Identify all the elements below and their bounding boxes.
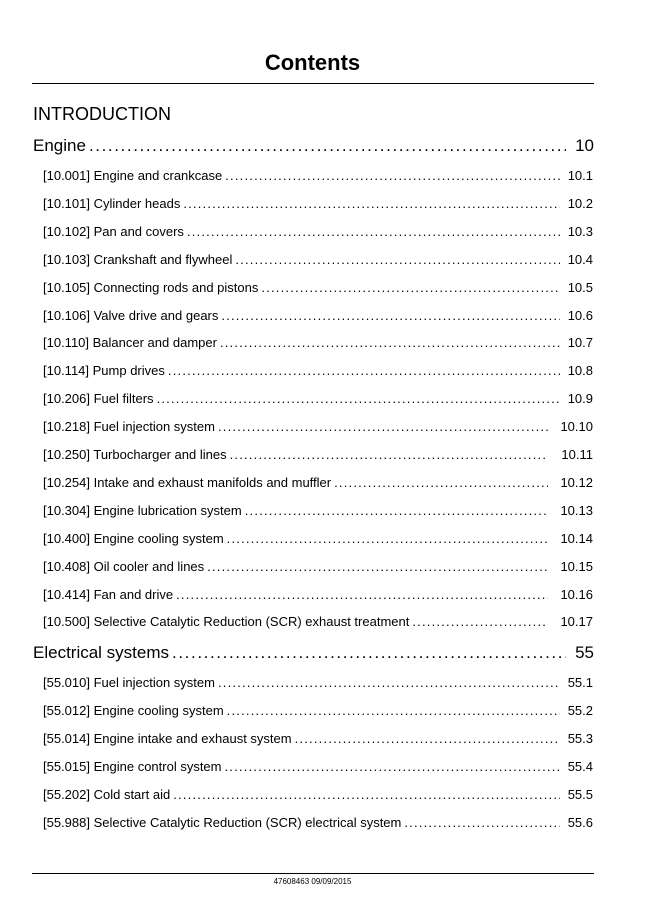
toc-section-label: [10.110] Balancer and damper	[43, 335, 217, 350]
dot-leader	[168, 363, 560, 378]
dot-leader	[227, 703, 560, 718]
toc-section-page: 10.13	[560, 503, 593, 518]
dot-leader	[89, 136, 566, 156]
dot-leader	[412, 614, 548, 629]
dot-leader	[172, 643, 566, 663]
dot-leader	[176, 587, 548, 602]
toc-section[interactable]	[43, 703, 593, 720]
toc-section[interactable]	[43, 224, 593, 241]
toc-section-label: [55.010] Fuel injection system	[43, 675, 215, 690]
dot-leader	[218, 675, 560, 690]
toc-section[interactable]	[43, 419, 593, 436]
toc-section-label: [10.408] Oil cooler and lines	[43, 559, 205, 574]
toc-section[interactable]	[43, 280, 593, 297]
dot-leader	[220, 335, 560, 350]
toc-section[interactable]	[43, 787, 593, 804]
page-title: Contents	[264, 50, 361, 75]
dot-leader	[225, 168, 560, 183]
dot-leader	[295, 731, 560, 746]
toc-section-label: [10.254] Intake and exhaust manifolds and muffler	[43, 475, 332, 490]
toc-section-page: 10.15	[560, 559, 593, 574]
toc-section-page: 55.5	[567, 787, 593, 802]
toc-section[interactable]	[43, 759, 593, 776]
toc-section-page: 10.2	[567, 196, 593, 211]
toc-section[interactable]	[43, 587, 593, 604]
dot-leader	[230, 447, 548, 462]
toc-section[interactable]	[43, 363, 593, 380]
toc-section[interactable]	[43, 503, 593, 520]
toc-section-page: 10.6	[567, 308, 593, 323]
toc-section-page: 10.14	[560, 531, 593, 546]
dot-leader	[221, 308, 560, 323]
footer-doc-id: 47608463 09/09/2015	[273, 877, 352, 886]
toc-section-label: [10.001] Engine and crankcase	[43, 168, 223, 183]
dot-leader	[218, 419, 548, 434]
dot-leader	[404, 815, 560, 830]
title-rule	[32, 83, 594, 84]
toc-section-label: [10.102] Pan and covers	[43, 224, 184, 239]
toc-chapter-page: 10	[575, 136, 594, 155]
toc-chapter-label: Electrical systems	[33, 643, 170, 662]
dot-leader	[245, 503, 548, 518]
toc-section-page: 10.4	[567, 252, 593, 267]
toc-section[interactable]	[43, 308, 593, 325]
toc-section-page: 55.4	[567, 759, 593, 774]
toc-section-page: 10.1	[567, 168, 593, 183]
intro-heading: INTRODUCTION	[33, 104, 171, 124]
dot-leader	[157, 391, 560, 406]
dot-leader	[173, 787, 560, 802]
toc-section[interactable]	[43, 252, 593, 269]
toc-section-label: [10.206] Fuel filters	[43, 391, 154, 406]
toc-section[interactable]	[43, 675, 593, 692]
dot-leader	[187, 224, 560, 239]
toc-section-page: 10.8	[567, 363, 593, 378]
toc-section-label: [10.114] Pump drives	[43, 363, 165, 378]
toc-section-label: [55.015] Engine control system	[43, 759, 222, 774]
dot-leader	[227, 531, 548, 546]
dot-leader	[334, 475, 548, 490]
dot-leader	[261, 280, 560, 295]
dot-leader	[207, 559, 548, 574]
toc-section-page: 55.1	[567, 675, 593, 690]
toc-section[interactable]	[43, 335, 593, 352]
toc-section-label: [55.202] Cold start aid	[43, 787, 171, 802]
toc-section[interactable]	[43, 531, 593, 548]
toc-section-label: [55.988] Selective Catalytic Reduction (SCR) electrical system	[43, 815, 402, 830]
toc-chapter-label: Engine	[33, 136, 86, 155]
toc-section-page: 10.3	[567, 224, 593, 239]
toc-section-label: [10.250] Turbocharger and lines	[43, 447, 227, 462]
toc-section[interactable]	[43, 447, 593, 464]
footer-rule	[32, 873, 594, 874]
toc-section-page: 10.16	[560, 587, 593, 602]
toc-section[interactable]	[43, 196, 593, 213]
toc-section-page: 10.9	[567, 391, 593, 406]
toc-section[interactable]	[43, 168, 593, 185]
dot-leader	[183, 196, 560, 211]
toc-section-page: 10.12	[560, 475, 593, 490]
toc-section-page: 10.17	[560, 614, 593, 629]
toc-section-page: 55.6	[567, 815, 593, 830]
toc-chapter[interactable]	[33, 643, 594, 665]
toc-section-label: [10.101] Cylinder heads	[43, 196, 181, 211]
toc-section[interactable]	[43, 391, 593, 408]
toc-chapter-page: 55	[575, 643, 594, 662]
toc-section-label: [10.103] Crankshaft and flywheel	[43, 252, 233, 267]
toc-section-page: 10.10	[560, 419, 593, 434]
toc-section[interactable]	[43, 731, 593, 748]
toc-section-label: [10.304] Engine lubrication system	[43, 503, 242, 518]
toc-section[interactable]	[43, 614, 593, 631]
toc-section-label: [55.014] Engine intake and exhaust system	[43, 731, 292, 746]
toc-chapter[interactable]	[33, 136, 594, 158]
toc-section-page: 10.5	[567, 280, 593, 295]
toc-section[interactable]	[43, 559, 593, 576]
toc-section-label: [55.012] Engine cooling system	[43, 703, 224, 718]
toc-section-label: [10.400] Engine cooling system	[43, 531, 224, 546]
toc-section-label: [10.105] Connecting rods and pistons	[43, 280, 259, 295]
toc-section-page: 10.11	[561, 447, 593, 462]
toc-section-page: 55.2	[567, 703, 593, 718]
toc-section-label: [10.500] Selective Catalytic Reduction (SCR) exhaust treatment	[43, 614, 410, 629]
dot-leader	[235, 252, 560, 267]
toc-section[interactable]	[43, 815, 593, 832]
toc-section[interactable]	[43, 475, 593, 492]
dot-leader	[225, 759, 561, 774]
toc-section-label: [10.414] Fan and drive	[43, 587, 174, 602]
toc-section-label: [10.106] Valve drive and gears	[43, 308, 219, 323]
toc-section-page: 55.3	[567, 731, 593, 746]
toc-section-label: [10.218] Fuel injection system	[43, 419, 215, 434]
toc-section-page: 10.7	[567, 335, 593, 350]
